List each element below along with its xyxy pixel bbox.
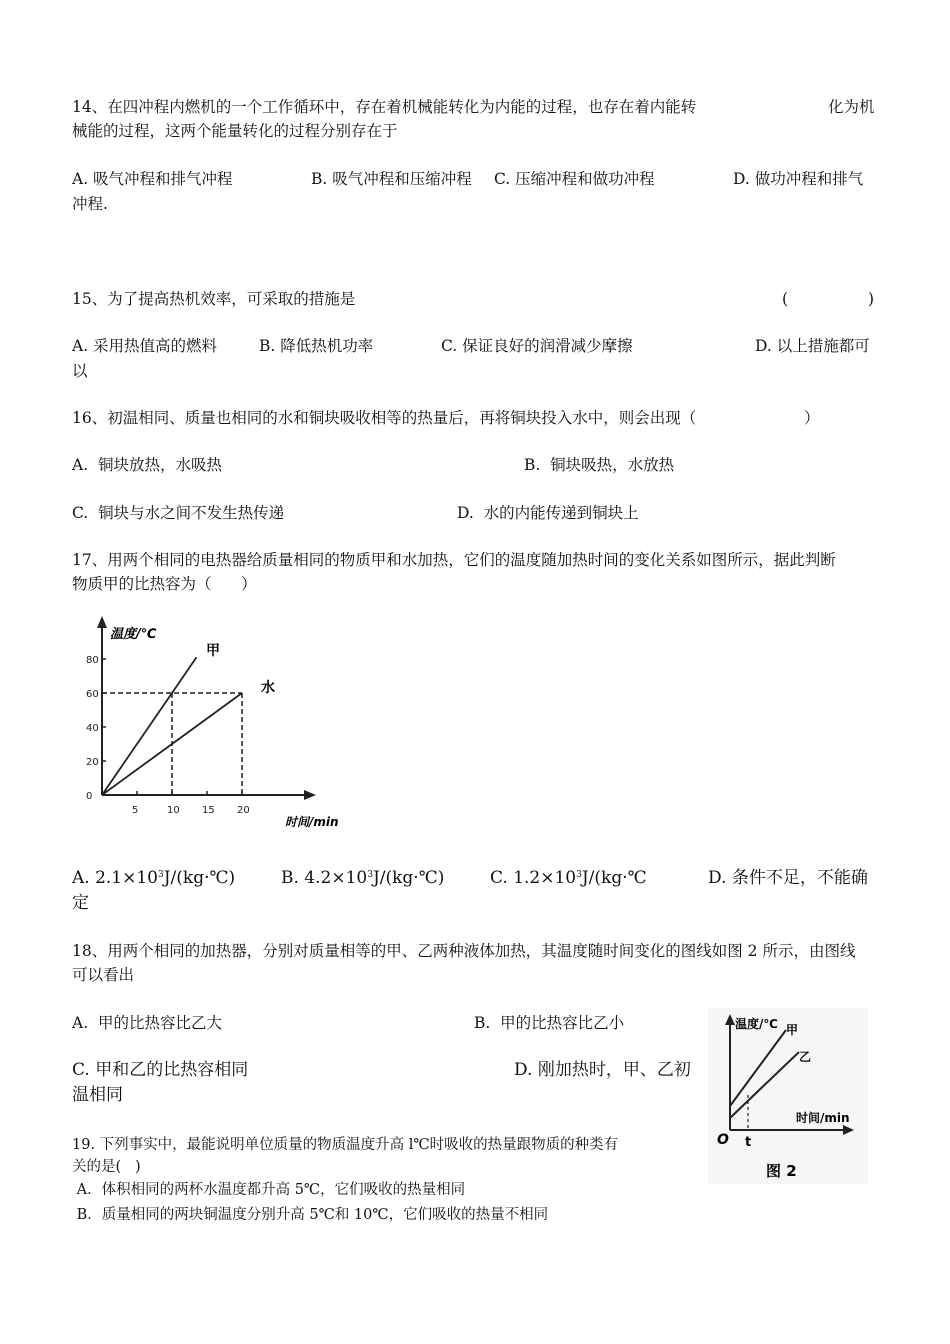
- g1-ylabel: 温度/℃: [110, 627, 157, 642]
- g1-series-shui-line: [102, 693, 242, 795]
- q17-option-c-unit: J/(kg·℃: [581, 868, 647, 888]
- q17-option-a-exponent: 3: [158, 870, 164, 880]
- q17-temperature-time-graph: [80, 612, 370, 834]
- q15-stem: 15、为了提高热机效率，可采取的措施是: [72, 290, 356, 308]
- q17-option-c-exponent: 3: [576, 870, 582, 880]
- g1-y-tick-label: 0: [86, 791, 93, 802]
- q18-option-b: B. 甲的比热容比乙小: [474, 1014, 625, 1032]
- g1-y-tick-label: 20: [86, 757, 99, 768]
- q14-option-d: D. 做功冲程和排气: [733, 170, 864, 188]
- g1-x-tick-label: 20: [237, 805, 250, 816]
- q14-option-c: C. 压缩冲程和做功冲程: [494, 170, 655, 188]
- q15-option-a: A. 采用热值高的燃料: [72, 337, 218, 355]
- q14-stem-line1: 14、在四冲程内燃机的一个工作循环中，存在着机械能转化为内能的过程，也存在着内能转: [72, 98, 697, 116]
- q17-option-b-unit: J/(kg·℃): [372, 868, 445, 888]
- q17-option-a: [72, 866, 235, 890]
- q17-option-d-cont: 定: [72, 893, 89, 913]
- q16-option-c: C. 铜块与水之间不发生热传递: [72, 504, 285, 522]
- q18-stem-line1: 18、用两个相同的加热器，分别对质量相等的甲、乙两种液体加热，其温度随时间变化的图线如图 2 所示，由图线: [72, 942, 856, 960]
- q17-option-b: [281, 866, 444, 890]
- q17-stem-line1: 17、用两个相同的电热器给质量相同的物质甲和水加热，它们的温度随加热时间的变化关系如图所示，据此判断: [72, 551, 836, 569]
- q19-stem-line2: 关的是( ): [72, 1159, 141, 1175]
- g1-x-tick-label: 10: [167, 805, 180, 816]
- q16-paren-close: ）: [804, 409, 820, 427]
- q17-option-d: D. 条件不足，不能确: [708, 868, 868, 888]
- g1-x-tick-label: 15: [202, 805, 215, 816]
- q17-option-c: [490, 866, 647, 890]
- g1-xlabel: 时间/min: [285, 815, 339, 829]
- g1-series-jia-line: [102, 657, 197, 795]
- q19-option-b: B．质量相同的两块铜温度分别升高 5℃和 10℃，它们吸收的热量不相同: [72, 1207, 549, 1223]
- q16-stem: 16、初温相同、质量也相同的水和铜块吸收相等的热量后，再将铜块投入水中，则会出现（: [72, 409, 697, 427]
- g2-t-label: t: [745, 1135, 752, 1150]
- q18-option-d: D. 刚加热时，甲、乙初: [514, 1060, 691, 1080]
- q16-option-d: D. 水的内能传递到铜块上: [457, 504, 639, 522]
- q15-paren-close: ): [868, 290, 875, 308]
- g1-series-shui-label: 水: [261, 680, 275, 696]
- q15-paren-open: (: [782, 290, 789, 308]
- figure-2-graph: [708, 1008, 868, 1184]
- q17-option-c-text: C. 1.2×10: [490, 868, 577, 888]
- g2-series-jia-label: 甲: [786, 1023, 799, 1037]
- g1-x-arrow: [304, 790, 316, 800]
- q18-option-a: A. 甲的比热容比乙大: [72, 1014, 222, 1032]
- q19-stem-line1: 19. 下列事实中，最能说明单位质量的物质温度升高 l℃时吸收的热量跟物质的种类有: [72, 1137, 619, 1153]
- q14-stem-line2: 械能的过程，这两个能量转化的过程分别存在于: [72, 122, 398, 140]
- g1-x-tick-label: 5: [132, 805, 139, 816]
- g2-series-yi-label: 乙: [799, 1050, 812, 1064]
- g1-y-tick-label: 40: [86, 723, 99, 734]
- q14-stem-line1-end: 化为机: [828, 98, 875, 116]
- g1-y-tick-label: 60: [86, 689, 99, 700]
- q16-option-b: B. 铜块吸热，水放热: [524, 456, 675, 474]
- q14-option-a: A. 吸气冲程和排气冲程: [72, 170, 233, 188]
- q18-option-d-cont: 温相同: [72, 1085, 123, 1105]
- q14-option-d-cont: 冲程.: [72, 195, 108, 213]
- q15-option-c: C. 保证良好的润滑减少摩擦: [441, 337, 633, 355]
- q17-option-a-unit: J/(kg·℃): [163, 868, 236, 888]
- q14-option-b: B. 吸气冲程和压缩冲程: [311, 170, 472, 188]
- q17-option-a-text: A. 2.1×10: [72, 868, 158, 888]
- g2-caption: 图 2: [766, 1162, 797, 1180]
- q15-option-d: D. 以上措施都可: [755, 337, 870, 355]
- g1-y-arrow: [97, 616, 107, 628]
- q17-option-b-text: B. 4.2×10: [281, 868, 368, 888]
- q17-stem-line2: 物质甲的比热容为（ ）: [72, 575, 257, 593]
- g1-y-tick-label: 80: [86, 655, 99, 666]
- q16-option-a: A. 铜块放热，水吸热: [72, 456, 222, 474]
- q15-option-d-cont: 以: [72, 362, 88, 380]
- g1-series-jia-label: 甲: [206, 643, 220, 659]
- g2-ylabel: 温度/℃: [735, 1017, 778, 1031]
- q15-option-b: B. 降低热机功率: [259, 337, 374, 355]
- q18-option-c: C. 甲和乙的比热容相同: [72, 1060, 249, 1080]
- q19-option-a: A．体积相同的两杯水温度都升高 5℃，它们吸收的热量相同: [72, 1182, 466, 1198]
- g2-xlabel: 时间/min: [796, 1111, 850, 1125]
- q17-option-b-exponent: 3: [367, 870, 373, 880]
- g2-origin-label: O: [717, 1132, 729, 1148]
- q18-stem-line2: 可以看出: [72, 966, 135, 984]
